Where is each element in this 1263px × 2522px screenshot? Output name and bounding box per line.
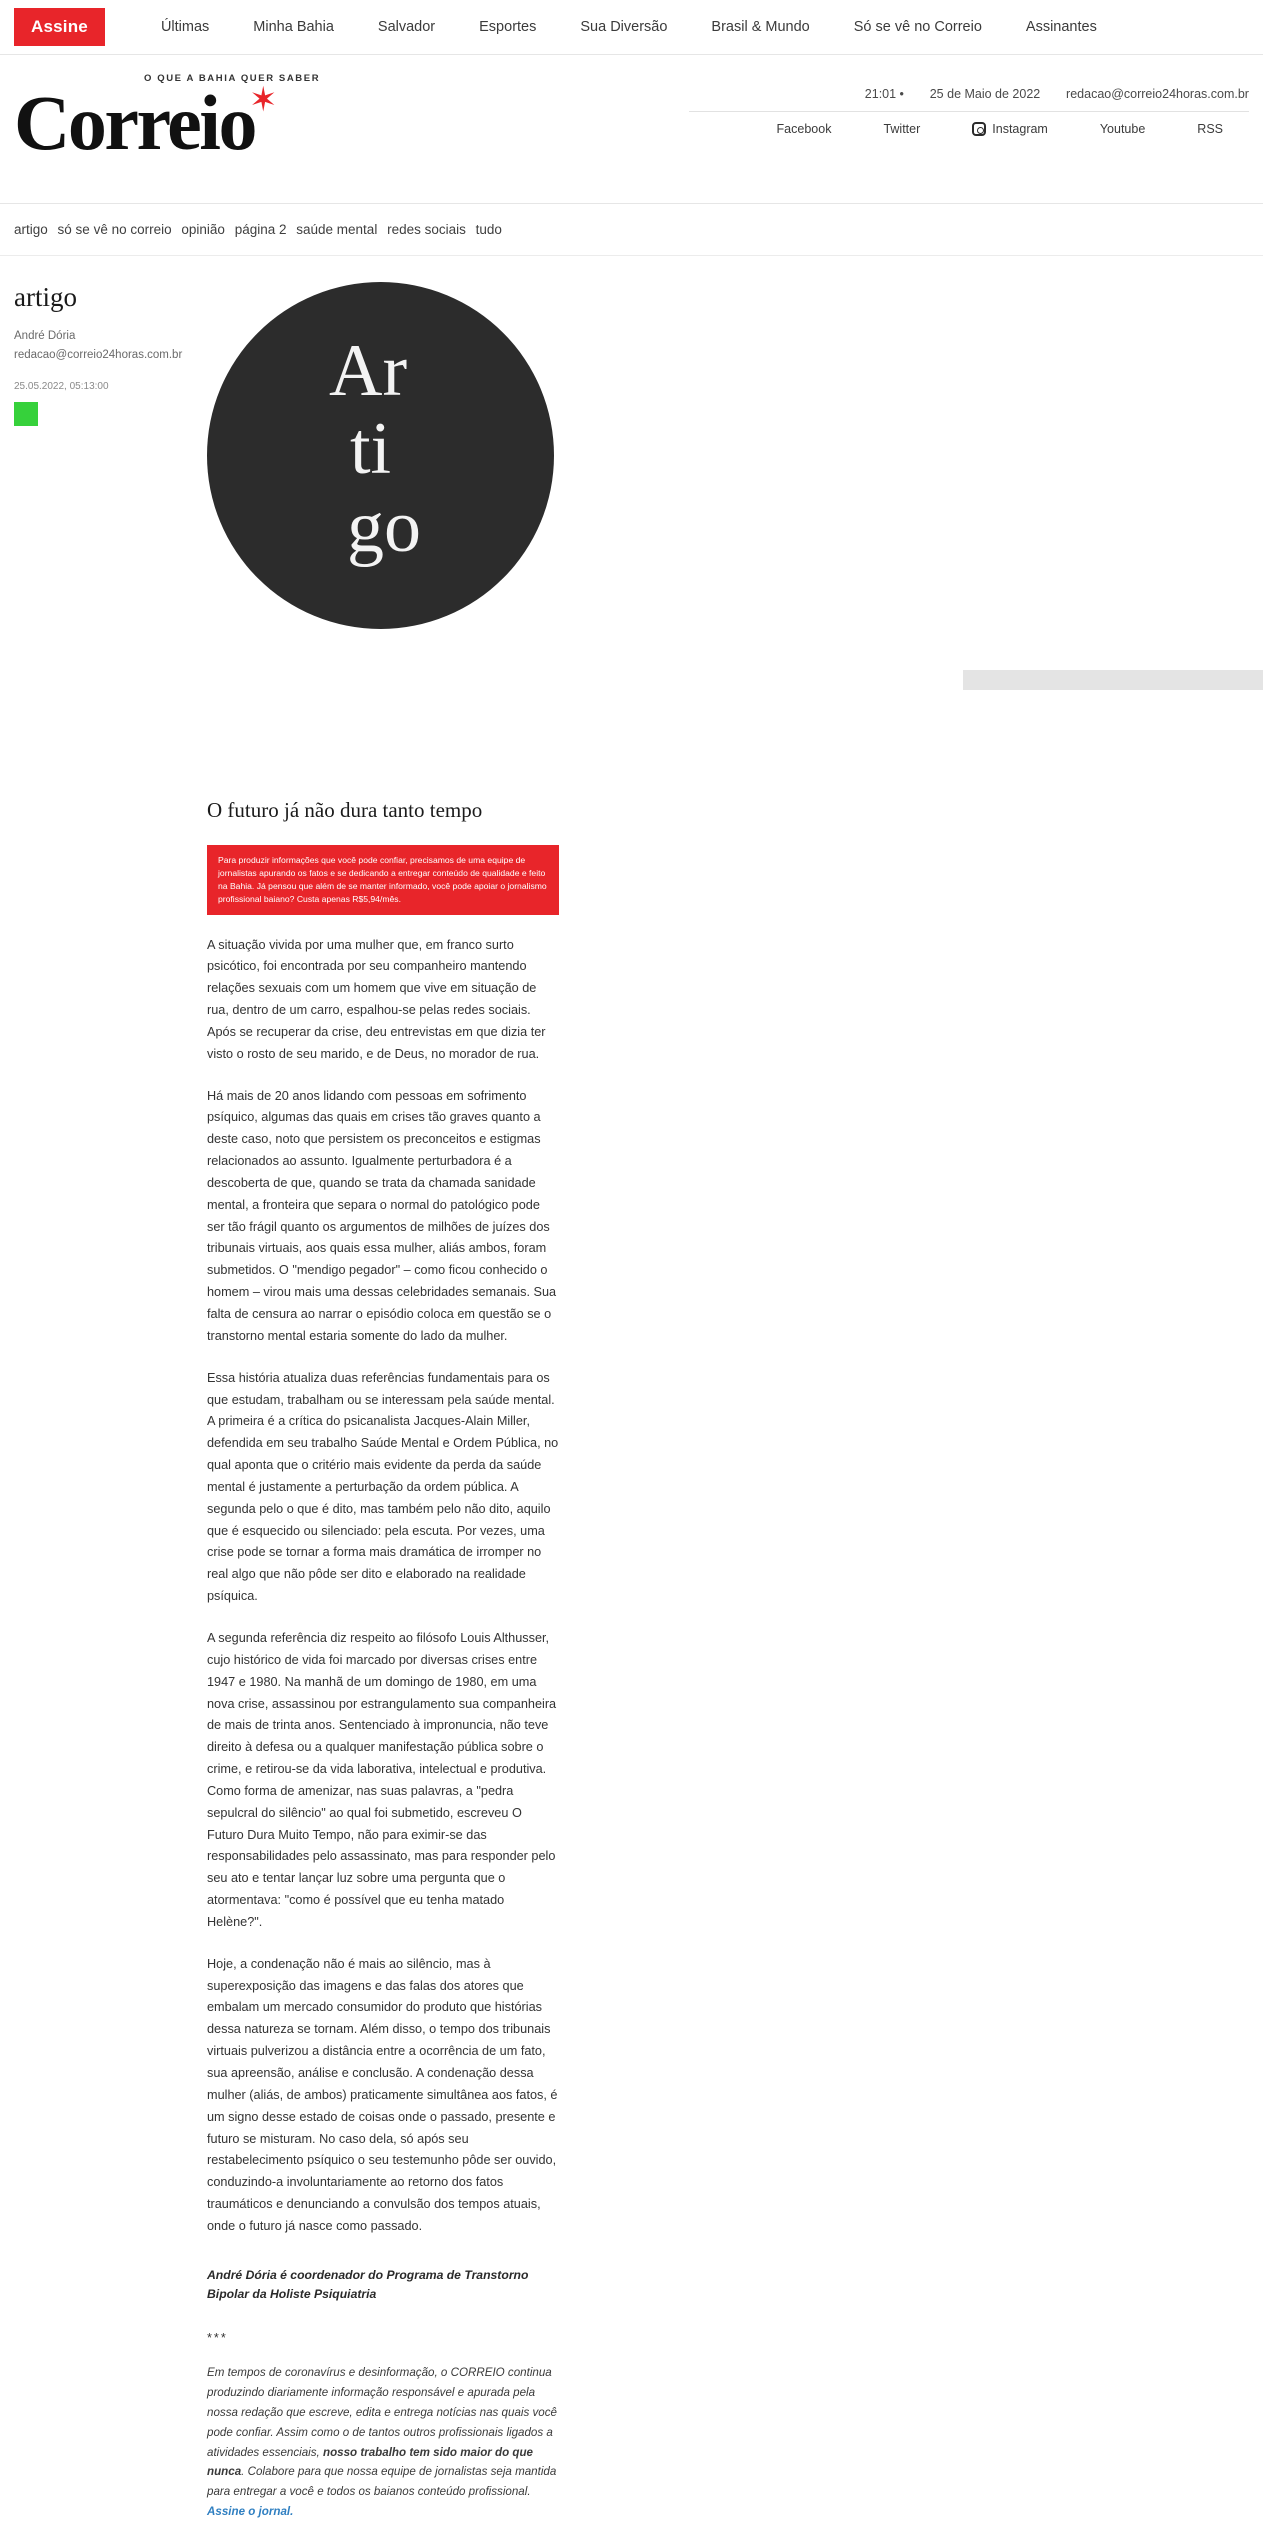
nav-item-salvador[interactable]: Salvador	[377, 19, 436, 35]
instagram-icon	[972, 122, 986, 136]
nav-item-ultimas[interactable]: Últimas	[160, 19, 210, 35]
article-hero-image	[207, 282, 554, 629]
social-link-rss[interactable]	[1171, 122, 1249, 136]
twitter-label: Twitter	[883, 122, 921, 136]
ad-slot-right	[963, 670, 1263, 690]
masthead-right	[689, 73, 1249, 136]
nav-item-assinantes[interactable]: Assinantes	[1025, 19, 1097, 35]
nav-item-minha-bahia[interactable]: Minha Bahia	[253, 19, 334, 35]
nav-item-sua-diversao[interactable]: Sua Diversão	[580, 19, 668, 35]
article-paragraph: Essa história atualiza duas referências fundamentais para os que estudam, trabalham ou se interessam pela saúde mental. A primeira é a crítica do psicanalista Jacques-Alain Miller, defendida em seu trabalho Saúde Mental e Ordem Pública, no qual aponta que o critério mais evidente da perda da saúde mental é justamente a perturbação da ordem pública. A segunda pelo o que é dito, mas também pelo não dito, aquilo que é esquecido ou silenciado: pela escuta. Por vezes, uma crise pode se tornar a forma mais dramática de irromper no real algo que não pôde ser dito e elaborado na realidade psíquica.	[207, 1370, 559, 1604]
social-link-facebook[interactable]	[751, 122, 858, 136]
author-bio-note: André Dória é coordenador do Programa de Transtorno Bipolar da Holiste Psiquiatria	[207, 2267, 529, 2302]
article-paragraph: A segunda referência diz respeito ao filósofo Louis Althusser, cujo histórico de vida foi marcado por diversas crises entre 1947 e 1980. Na manhã de um domingo de 1980, em uma nova crise, assassinou por estrangulamento sua companheira de mais de trinta anos. Sentenciado à impronuncia, não teve direito à defesa ou a qualquer manifestação pública sobre o crime, e retirou-se da vida laborativa, intelectual e produtiva. Como forma de amenizar, nas suas palavras, a "pedra sepulcral do silêncio" ao qual foi submetido, escreveu O Futuro Dura Muito Tempo, não para eximir-se das responsabilidades pelo assassinato, mas para responder pelo seu ato e tentar lançar luz sobre uma pergunta que o atormentava: "como é possível que eu tenha matado Helène?".	[207, 1630, 557, 1929]
section-separator: ***	[207, 2330, 228, 2345]
author-email[interactable]: redacao@correio24horas.com.br	[14, 348, 183, 361]
social-link-instagram[interactable]	[946, 122, 1074, 136]
subscription-promo-banner[interactable]: Para produzir informações que você pode confiar, precisamos de uma equipe de jornalistas apurando os fatos e se dedicando a entregar conteúdo de qualidade e feito na Bahia. Já pensou que além de se manter informado, você pode apoiar o jornalismo profissional baiano? Custa apenas R$5,94/mês.	[207, 845, 559, 915]
publish-date: 25.05.2022, 05:13:00	[14, 380, 109, 392]
masthead-meta	[689, 87, 1249, 111]
subscribe-link[interactable]: Assine o jornal.	[207, 2505, 294, 2519]
status-badge	[14, 402, 38, 426]
nav-item-esportes[interactable]: Esportes	[479, 19, 537, 35]
social-links	[689, 111, 1249, 136]
breadcrumb-item-tudo[interactable]: tudo	[475, 222, 502, 237]
breadcrumb-item-artigo[interactable]: artigo	[14, 222, 48, 237]
hero-text-line-3: go	[347, 486, 421, 568]
article-paragraph: Hoje, a condenação não é mais ao silêncio, mas à superexposição das imagens e das falas dos atores que embalam um mercado consumidor do produto que histórias dessa natureza se tornam. Além disso, o tempo dos tribunais virtuais pulverizou a distância entre a ocorrência de um fato, sua apreensão, análise e conclusão. A condenação dessa mulher (aliás, de ambos) praticamente simultânea aos fatos, é um signo desse estado de coisas onde o passado, presente e futuro se misturam. No caso dela, só após seu restabelecimento psíquico o seu testemunho pôde ser ouvido, conduzindo-a involuntariamente ao retorno dos fatos traumáticos e denunciando a convulsão dos tempos atuais, onde o futuro já nasce como passado.	[207, 1956, 558, 2233]
breadcrumb-item-redes-sociais[interactable]: redes sociais	[387, 222, 466, 237]
social-link-youtube[interactable]	[1074, 122, 1171, 136]
current-date: 25 de Maio de 2022	[929, 87, 1041, 101]
top-navigation-bar	[0, 0, 1263, 55]
footer-note-part-2: . Colabore para que nossa equipe de jornalistas seja mantida para entregar a você e todos os baianos conteúdo profissional.	[207, 2465, 557, 2499]
hero-text-line-1: Ar	[329, 330, 408, 412]
hero-text-line-2: ti	[350, 408, 392, 490]
social-link-twitter[interactable]	[857, 122, 946, 136]
breadcrumb-item-saude-mental[interactable]: saúde mental	[296, 222, 378, 237]
facebook-label: Facebook	[776, 122, 832, 136]
breadcrumb-item-so-se-ve-no-correio[interactable]: só se vê no correio	[57, 222, 172, 237]
nav-item-so-se-ve-no-correio[interactable]: Só se vê no Correio	[853, 19, 982, 35]
article-paragraph: Há mais de 20 anos lidando com pessoas em sofrimento psíquico, algumas das quais em crises tão graves quanto a deste caso, noto que persistem os preconceitos e estigmas relacionados ao assunto. Igualmente perturbadora é a descoberta de que, quando se trata da chamada sanidade mental, a fronteira que separa o normal do patológico pode ser tão frágil quanto os argumentos de milhões de juízes dos tribunais virtuais, aos quais essa mulher, aliás ambos, foram submetidos. O "mendigo pegador" – como ficou conhecido o homem – virou mais uma dessas celebridades semanais. Sua falta de censura ao narrar o episódio coloca em questão se o transtorno mental estaria somente do lado da mulher.	[207, 1088, 557, 1343]
article-headline: O futuro já não dura tanto tempo	[207, 797, 483, 822]
logo-tagline: O QUE A BAHIA QUER SABER	[144, 73, 321, 84]
breadcrumb-item-opiniao[interactable]: opinião	[181, 222, 225, 237]
main-nav	[139, 19, 1119, 35]
site-logo[interactable]	[14, 73, 434, 166]
article-paragraph: A situação vivida por uma mulher que, em franco surto psicótico, foi encontrada por seu companheiro mantendo relações sexuais com um homem que vive em situação de rua, dentro de um carro, espalhou-se pelas redes sociais. Após se recuperar da crise, deu entrevistas em que dizia ter visto o rosto de seu marido, e de Deus, no morador de rua.	[207, 937, 546, 1061]
breadcrumb	[0, 204, 1263, 256]
editorial-footer-note	[207, 2363, 559, 2522]
subscribe-button[interactable]: Assine	[14, 8, 105, 46]
masthead	[0, 55, 1263, 166]
current-time: 21:01 •	[864, 87, 904, 101]
footer-note-part-1: Em tempos de coronavírus e desinformação, o CORREIO continua produzindo diariamente informação responsável e apurada pela nossa redação que escreve, edita e entrega notícias nas quais você pode confiar. Assim como o de tantos outros profissionais ligados a atividades essenciais,	[207, 2365, 557, 2459]
star-icon: ✶	[248, 81, 278, 119]
footer-note-emphasis: nosso trabalho tem sido maior do que nunca	[207, 2445, 534, 2479]
byline	[14, 327, 1249, 365]
instagram-label: Instagram	[992, 122, 1048, 136]
author-name: André Dória	[14, 330, 76, 342]
logo-wordmark: Correio	[14, 79, 255, 166]
youtube-label: Youtube	[1099, 122, 1146, 136]
rss-label: RSS	[1197, 122, 1223, 136]
breadcrumb-item-pagina-2[interactable]: página 2	[234, 222, 287, 237]
nav-item-brasil-mundo[interactable]: Brasil & Mundo	[711, 19, 810, 35]
article-container	[0, 282, 1263, 2522]
page-title: artigo	[14, 282, 77, 312]
contact-email[interactable]: redacao@correio24horas.com.br	[1066, 87, 1249, 101]
article-body	[207, 426, 559, 2522]
